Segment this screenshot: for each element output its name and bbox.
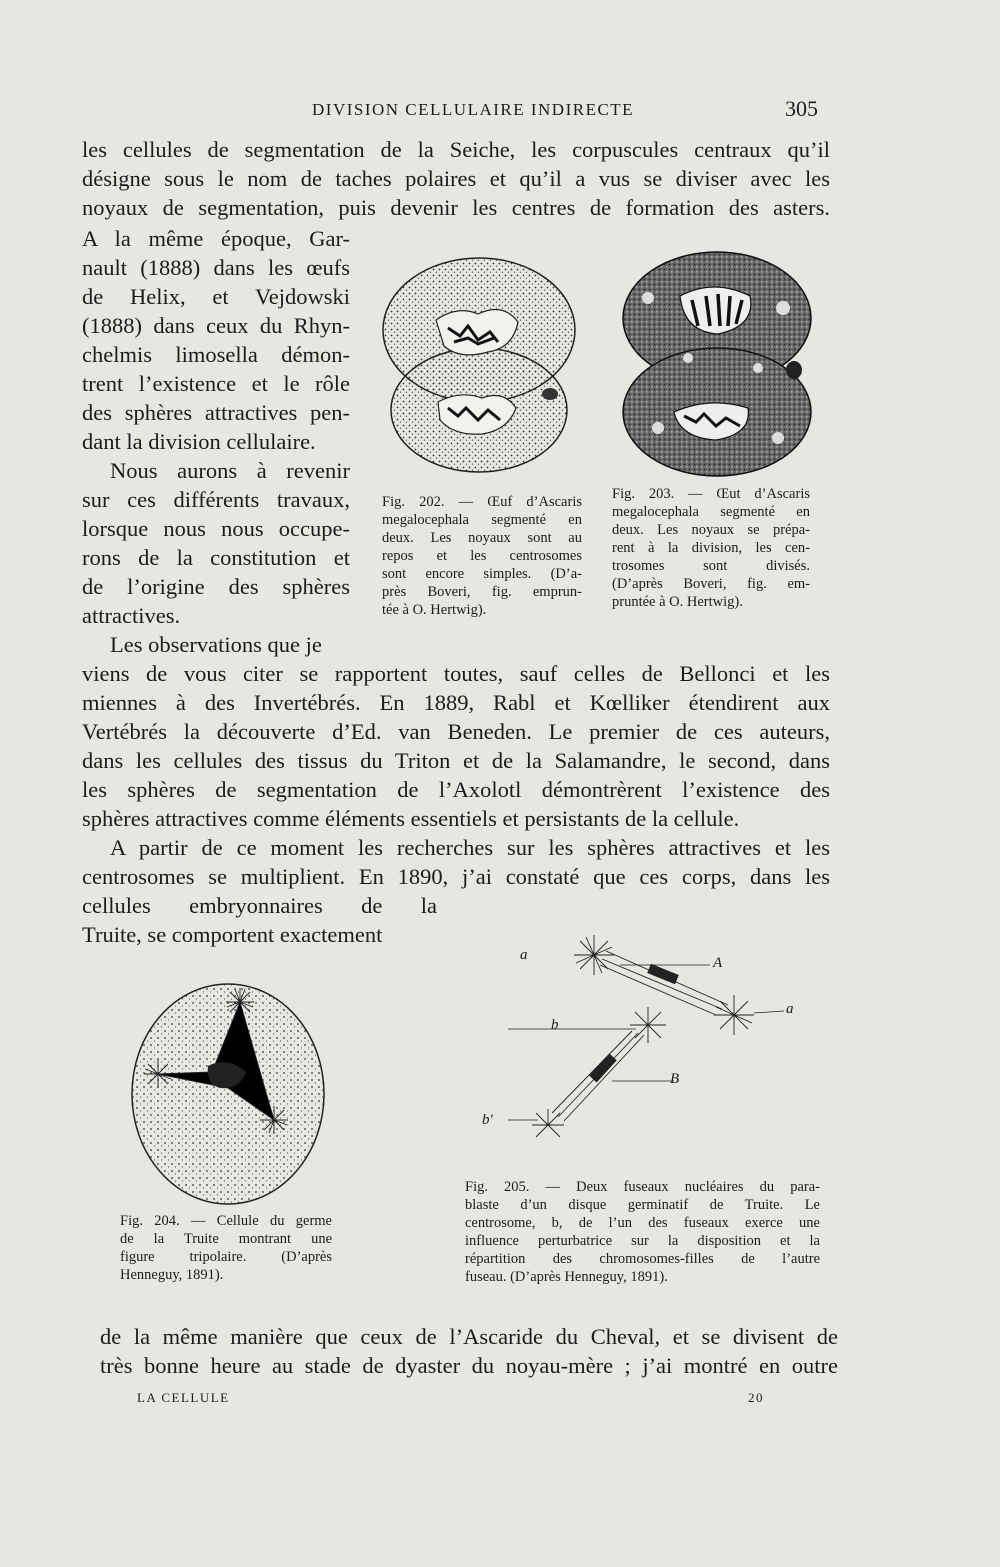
footer-signature: 20 bbox=[748, 1390, 764, 1405]
figure-204-caption bbox=[120, 1212, 332, 1284]
text-line: de l’origine des sphères bbox=[82, 574, 350, 599]
caption-line: tée à O. Hertwig). bbox=[382, 602, 487, 618]
text-line: centrosomes se multiplient. En 1890, j’ai constaté que ces corps, dans les bbox=[82, 864, 830, 889]
figure-205-label-b-prime: b′ bbox=[482, 1112, 493, 1128]
page-number: 305 bbox=[785, 96, 818, 121]
caption-line: Henneguy, 1891). bbox=[120, 1267, 224, 1283]
text-line: dant la division cellulaire. bbox=[82, 429, 316, 454]
caption-line: (D’après Boveri, fig. em- bbox=[612, 576, 810, 592]
caption-line: de la Truite montrant une bbox=[120, 1231, 332, 1247]
running-title: DIVISION CELLULAIRE INDIRECTE bbox=[312, 100, 635, 119]
text-line: de la même manière que ceux de l’Ascaride du Cheval, et se divisent de bbox=[100, 1324, 838, 1349]
paragraph-bottom bbox=[100, 1322, 838, 1380]
caption-line: blaste d’un disque germinatif de Truite. Le bbox=[465, 1197, 820, 1213]
narrow-column bbox=[82, 224, 350, 659]
text-line: viens de vous citer se rapportent toutes, sauf celles de Bellonci et les bbox=[82, 661, 830, 686]
text-line: lorsque nous nous occupe- bbox=[82, 516, 350, 541]
caption-line: pruntée à O. Hertwig). bbox=[612, 594, 743, 610]
footer-book-title: LA CELLULE bbox=[137, 1390, 230, 1405]
text-line: attractives. bbox=[82, 603, 181, 628]
caption-line: deux. Les noyaux se prépa- bbox=[612, 522, 810, 538]
text-line: désigne sous le nom de taches polaires et qu’il a vus se diviser avec les bbox=[82, 166, 830, 191]
text-line: dans les cellules des tissus du Triton et de la Salamandre, le second, dans bbox=[82, 748, 830, 773]
page-footer bbox=[0, 1390, 1000, 1414]
text-line: trent l’existence et le rôle bbox=[82, 371, 350, 396]
figure-205-caption bbox=[465, 1178, 820, 1286]
caption-line: Fig. 205. — Deux fuseaux nucléaires du para- bbox=[465, 1179, 820, 1195]
caption-line: Fig. 204. — Cellule du germe bbox=[120, 1213, 332, 1229]
caption-line: centrosome, b, de l’un des fuseaux exerce une bbox=[465, 1215, 820, 1231]
text-line: Nous aurons à revenir bbox=[110, 458, 350, 483]
figure-205-spindles-drawing bbox=[478, 925, 818, 1145]
text-line: (1888) dans ceux du Rhyn- bbox=[82, 313, 350, 338]
figure-205-label-a2: a bbox=[786, 1001, 794, 1017]
text-line: de Helix, et Vejdowski bbox=[82, 284, 350, 309]
figure-202-caption bbox=[382, 493, 582, 619]
caption-line: influence perturbatrice sur la disposition et la bbox=[465, 1233, 820, 1249]
text-line: des sphères attractives pen- bbox=[82, 400, 350, 425]
caption-line: deux. Les noyaux sont au bbox=[382, 530, 582, 546]
text-line: très bonne heure au stade de dyaster du noyau-mère ; j’ai montré en outre bbox=[100, 1353, 838, 1378]
figure-205-label-b: b bbox=[551, 1017, 559, 1033]
figure-203-egg-drawing bbox=[618, 248, 816, 480]
figure-204-cell-drawing bbox=[128, 980, 328, 1208]
text-line: les sphères de segmentation de l’Axolotl démontrèrent l’existence des bbox=[82, 777, 830, 802]
text-line: chelmis limosella démon- bbox=[82, 342, 350, 367]
text-line: noyaux de segmentation, puis devenir les centres de formation des asters. bbox=[82, 195, 830, 220]
text-line: sphères attractives comme éléments essentiels et persistants de la cellule. bbox=[82, 806, 740, 831]
caption-line: rent à la division, les cen- bbox=[612, 540, 810, 556]
text-line: rons de la constitution et bbox=[82, 545, 350, 570]
caption-line: répartition des chromosomes-filles de l’autre bbox=[465, 1251, 820, 1267]
caption-line: près Boveri, fig. emprun- bbox=[382, 584, 582, 600]
caption-line: trosomes sont divisés. bbox=[612, 558, 810, 574]
text-line: nault (1888) dans les œufs bbox=[82, 255, 350, 280]
text-line: Vertébrés la découverte d’Ed. van Beneden. Le premier de ces auteurs, bbox=[82, 719, 830, 744]
caption-line: megalocephala segmenté en bbox=[382, 512, 582, 528]
caption-line: fuseau. (D’après Henneguy, 1891). bbox=[465, 1269, 668, 1285]
text-line: Les observations que je bbox=[110, 632, 322, 657]
text-line: sur ces différents travaux, bbox=[82, 487, 350, 512]
caption-line: Fig. 202. — Œuf d’Ascaris bbox=[382, 494, 582, 510]
figure-205-label-B: B bbox=[670, 1071, 680, 1087]
text-line: A la même époque, Gar- bbox=[82, 226, 350, 251]
caption-line: repos et les centrosomes bbox=[382, 548, 582, 564]
text-line: miennes à des Invertébrés. En 1889, Rabl et Kœlliker étendirent aux bbox=[82, 690, 830, 715]
figure-202-egg-drawing bbox=[378, 250, 580, 480]
running-head bbox=[0, 96, 1000, 126]
caption-line: sont encore simples. (D’a- bbox=[382, 566, 582, 582]
figure-205-label-a1: a bbox=[520, 947, 528, 963]
text-line: cellules embryonnaires de la bbox=[82, 893, 437, 918]
caption-line: figure tripolaire. (D’après bbox=[120, 1249, 332, 1265]
caption-line: Fig. 203. — Œut d’Ascaris bbox=[612, 486, 810, 502]
paragraph-top bbox=[82, 135, 830, 222]
figure-203-caption bbox=[612, 485, 810, 611]
text-line: Truite, se comportent exactement bbox=[82, 922, 383, 947]
figure-205-label-A: A bbox=[713, 955, 723, 971]
paragraph-middle bbox=[82, 659, 830, 949]
text-line: A partir de ce moment les recherches sur les sphères attractives et les bbox=[110, 835, 830, 860]
text-line: les cellules de segmentation de la Seiche, les corpuscules centraux qu’il bbox=[82, 137, 830, 162]
caption-line: megalocephala segmenté en bbox=[612, 504, 810, 520]
